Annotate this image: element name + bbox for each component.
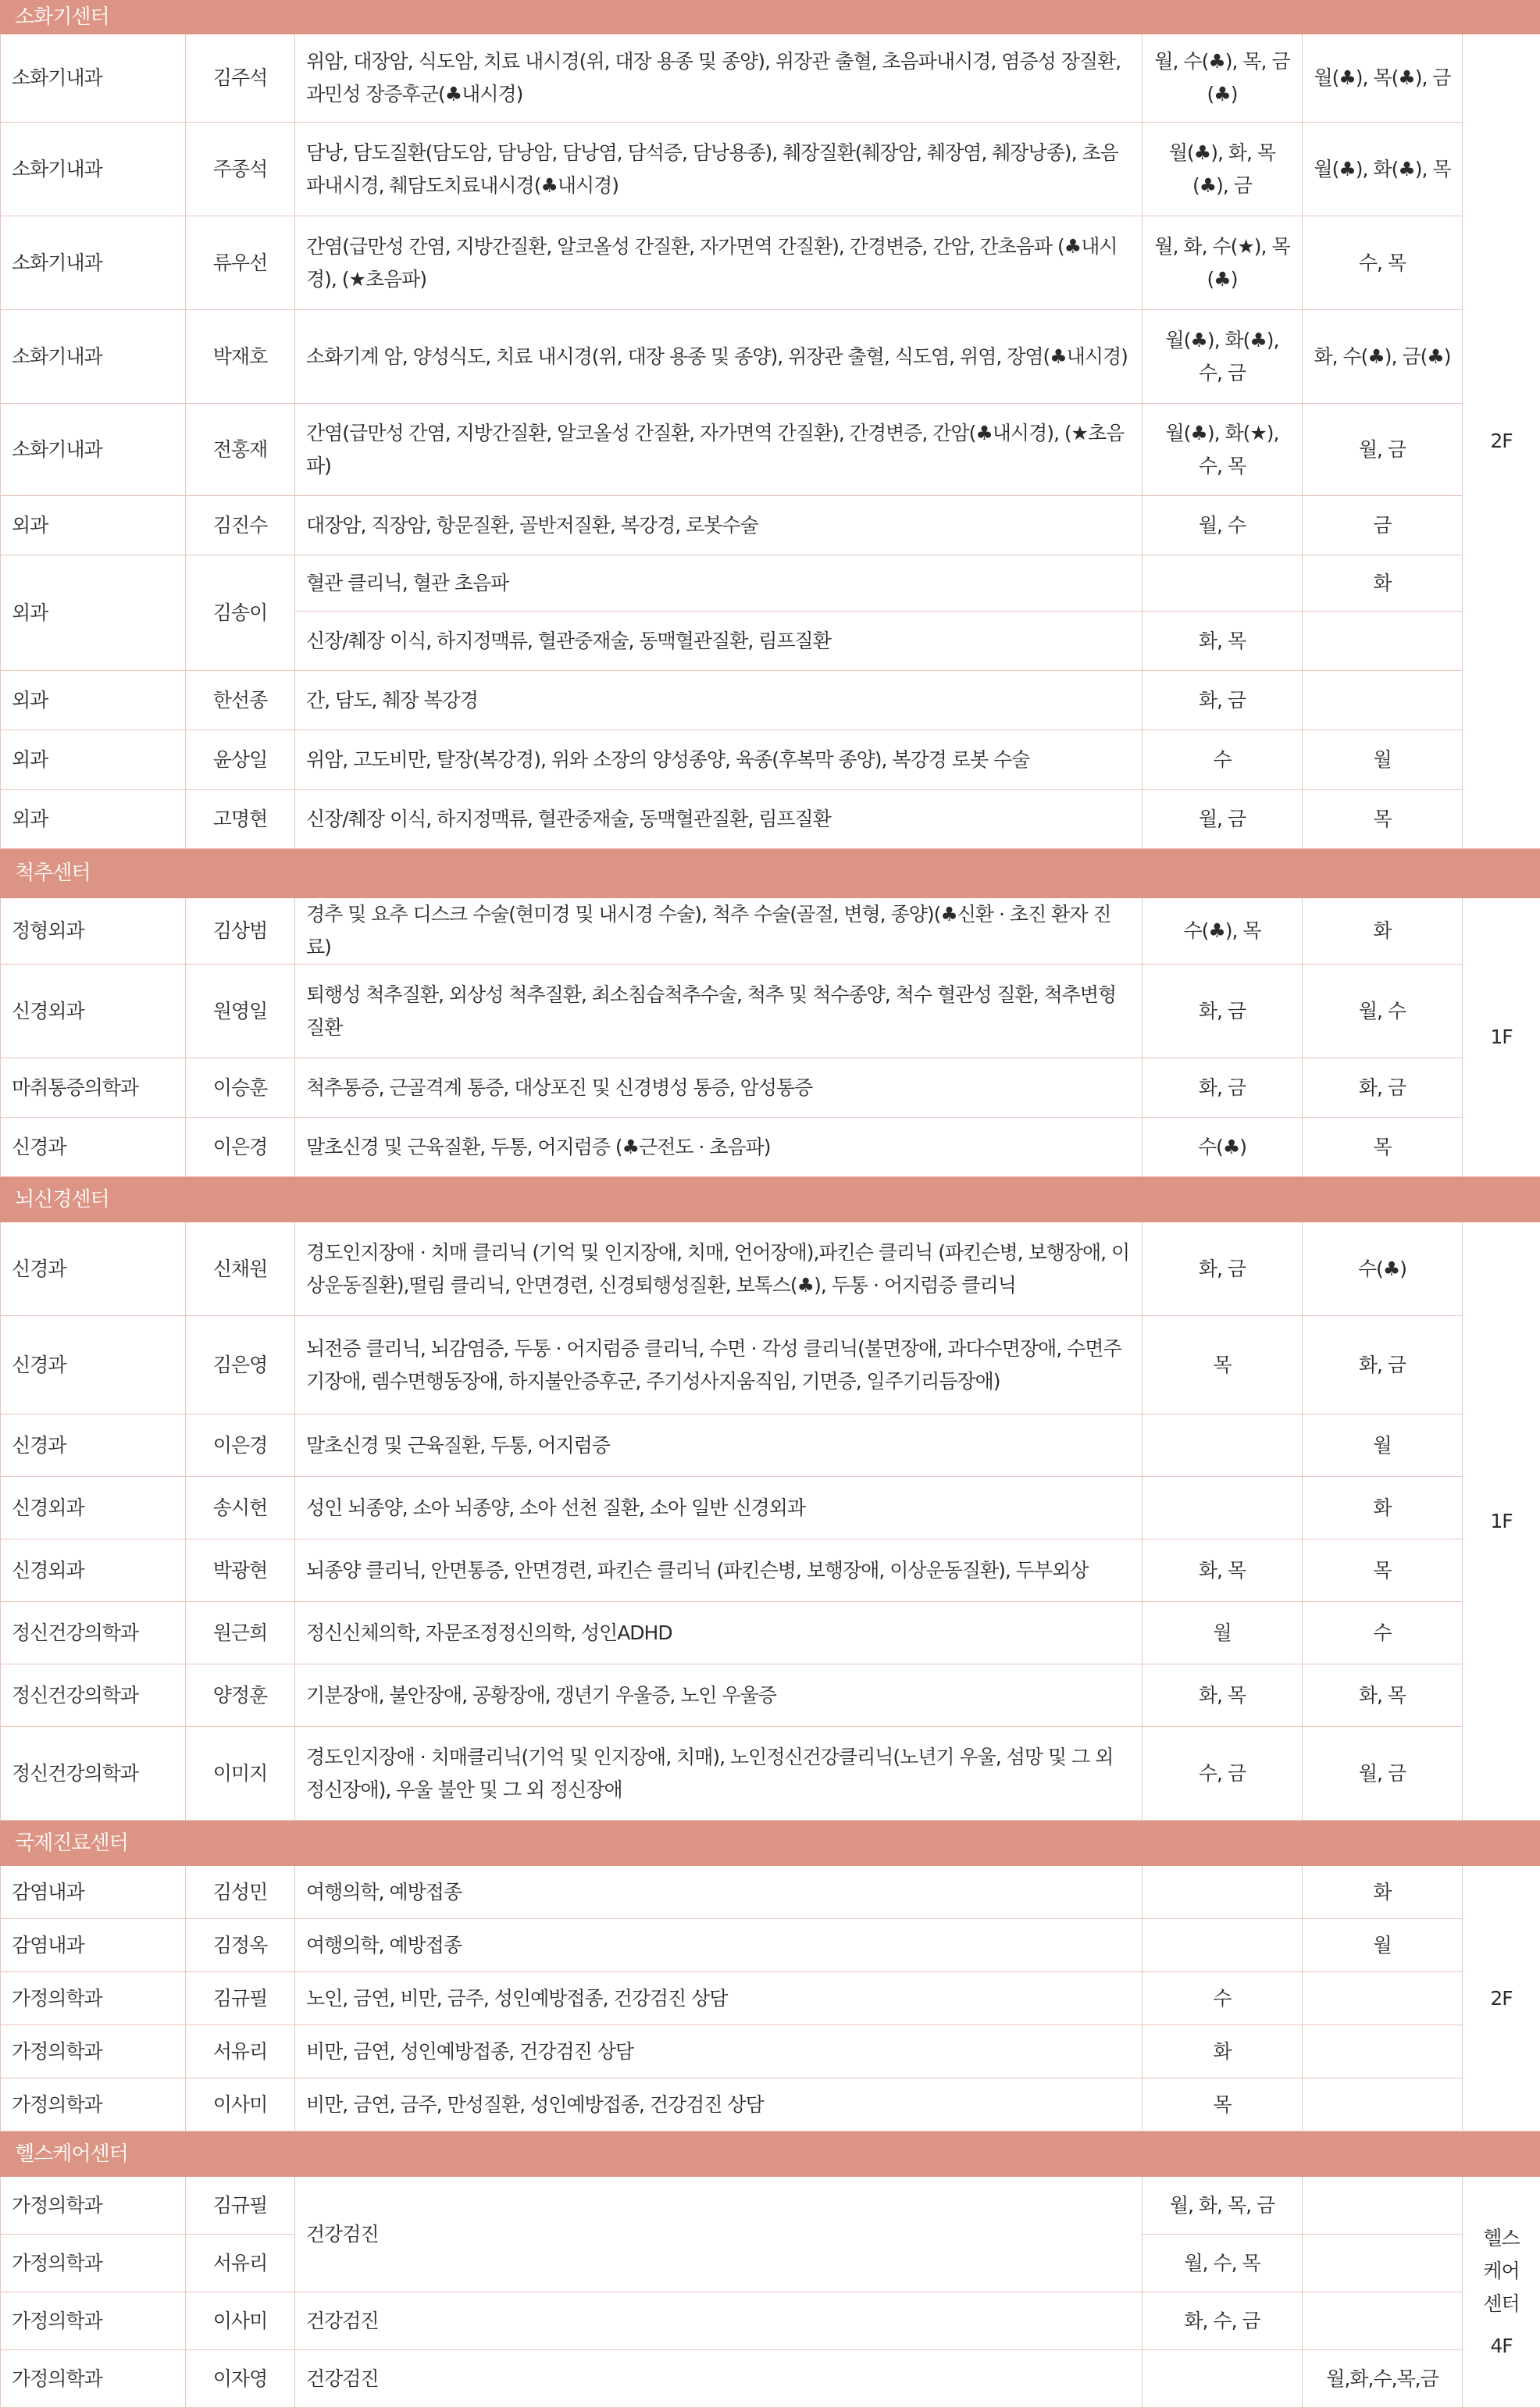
department-cell: 외과 — [1, 730, 186, 790]
doctor-name-cell: 한선종 — [186, 671, 295, 730]
clinic-days-am-cell — [1143, 1477, 1303, 1539]
table-row — [1, 2177, 1540, 2235]
specialty-cell: 말초신경 및 근육질환, 두통, 어지럼증 (♣근전도 · 초음파) — [295, 1118, 1143, 1177]
specialty-cell: 척추통증, 근골격계 통증, 대상포진 및 신경병성 통증, 암성통증 — [295, 1058, 1143, 1118]
table-row — [1, 1727, 1540, 1821]
table-row — [1, 1222, 1540, 1316]
table-row — [1, 730, 1540, 790]
table-row — [1, 555, 1540, 612]
table-row — [1, 2292, 1540, 2350]
specialty-cell: 혈관 클리닉, 혈관 초음파 — [295, 555, 1143, 612]
clinic-days-pm-cell: 화, 수(♣), 금(♣) — [1303, 310, 1463, 404]
clinic-days-pm-cell: 월 — [1303, 1414, 1463, 1477]
table-row — [1, 1972, 1540, 2025]
schedule-body — [1, 1, 1540, 2408]
clinic-days-am-cell: 월, 화, 수(★), 목(♣) — [1143, 216, 1303, 310]
clinic-days-pm-cell: 월, 금 — [1303, 404, 1463, 496]
clinic-days-am-cell: 화, 목 — [1143, 612, 1303, 671]
specialty-cell: 기분장애, 불안장애, 공황장애, 갱년기 우울증, 노인 우울증 — [295, 1664, 1143, 1727]
clinic-days-pm-cell: 목 — [1303, 1539, 1463, 1602]
floor-line: 헬스 — [1474, 2222, 1529, 2255]
section-title: 헬스케어센터 — [1, 2132, 1540, 2177]
clinic-days-pm-cell: 월, 금 — [1303, 1727, 1463, 1821]
doctor-name-cell: 이미지 — [186, 1727, 295, 1821]
floor-cell — [1463, 2177, 1540, 2408]
specialty-cell: 여행의학, 예방접종 — [295, 1919, 1143, 1972]
doctor-name-cell: 김은영 — [186, 1316, 295, 1414]
clinic-days-pm-cell: 화 — [1303, 898, 1463, 965]
clinic-days-pm-cell: 화, 목 — [1303, 1664, 1463, 1727]
doctor-name-cell: 신채원 — [186, 1222, 295, 1316]
clinic-days-am-cell: 화, 금 — [1143, 1058, 1303, 1118]
clinic-days-am-cell — [1143, 1919, 1303, 1972]
specialty-cell: 건강검진 — [295, 2350, 1143, 2408]
department-cell: 가정의학과 — [1, 2235, 186, 2292]
specialty-cell: 뇌종양 클리닉, 안면통증, 안면경련, 파킨슨 클리닉 (파킨슨병, 보행장애, 이상운동질환), 두부외상 — [295, 1539, 1143, 1602]
clinic-days-pm-cell: 수(♣) — [1303, 1222, 1463, 1316]
department-cell: 신경과 — [1, 1414, 186, 1477]
specialty-cell: 노인, 금연, 비만, 금주, 성인예방접종, 건강검진 상담 — [295, 1972, 1143, 2025]
doctor-name-cell: 주종석 — [186, 123, 295, 216]
table-row — [1, 34, 1540, 123]
department-cell: 외과 — [1, 671, 186, 730]
clinic-days-am-cell: 수(♣), 목 — [1143, 898, 1303, 965]
table-row — [1, 404, 1540, 496]
department-cell: 소화기내과 — [1, 123, 186, 216]
specialty-cell: 비만, 금연, 금주, 만성질환, 성인예방접종, 건강검진 상담 — [295, 2078, 1143, 2132]
specialty-cell: 소화기계 암, 양성식도, 치료 내시경(위, 대장 용종 및 종양), 위장관 출혈, 식도염, 위염, 장염(♣내시경) — [295, 310, 1143, 404]
department-cell: 신경과 — [1, 1118, 186, 1177]
department-cell: 외과 — [1, 555, 186, 671]
table-row — [1, 216, 1540, 310]
clinic-days-am-cell: 월, 화, 목, 금 — [1143, 2177, 1303, 2235]
clinic-days-am-cell: 월, 금 — [1143, 790, 1303, 849]
doctor-name-cell: 양정훈 — [186, 1664, 295, 1727]
clinic-days-am-cell: 화, 금 — [1143, 1222, 1303, 1316]
clinic-days-am-cell: 목 — [1143, 2078, 1303, 2132]
department-cell: 외과 — [1, 496, 186, 555]
clinic-days-pm-cell: 화 — [1303, 1477, 1463, 1539]
clinic-days-am-cell: 수 — [1143, 730, 1303, 790]
clinic-days-am-cell: 수, 금 — [1143, 1727, 1303, 1821]
clinic-days-am-cell: 화, 금 — [1143, 965, 1303, 1058]
floor-line: 케어 — [1474, 2255, 1529, 2288]
department-cell: 가정의학과 — [1, 2025, 186, 2078]
table-row — [1, 1866, 1540, 1919]
table-row — [1, 1058, 1540, 1118]
doctor-name-cell: 김규필 — [186, 1972, 295, 2025]
doctor-name-cell: 김규필 — [186, 2177, 295, 2235]
clinic-days-pm-cell: 수 — [1303, 1602, 1463, 1664]
specialty-cell: 성인 뇌종양, 소아 뇌종양, 소아 선천 질환, 소아 일반 신경외과 — [295, 1477, 1143, 1539]
clinic-days-pm-cell — [1303, 2177, 1463, 2235]
clinic-days-am-cell: 수 — [1143, 1972, 1303, 2025]
specialty-cell: 비만, 금연, 성인예방접종, 건강검진 상담 — [295, 2025, 1143, 2078]
clinic-days-am-cell — [1143, 1414, 1303, 1477]
department-cell: 가정의학과 — [1, 2350, 186, 2408]
floor-cell: 1F — [1463, 898, 1540, 1177]
doctor-name-cell: 김성민 — [186, 1866, 295, 1919]
department-cell: 정형외과 — [1, 898, 186, 965]
department-cell: 정신건강의학과 — [1, 1664, 186, 1727]
clinic-days-am-cell: 월(♣), 화(♣), 수, 금 — [1143, 310, 1303, 404]
section-header — [1, 2132, 1540, 2177]
specialty-cell: 정신신체의학, 자문조정정신의학, 성인ADHD — [295, 1602, 1143, 1664]
specialty-cell: 뇌전증 클리닉, 뇌감염증, 두통 · 어지럼증 클리닉, 수면 · 각성 클리닉(불면장애, 과다수면장애, 수면주기장애, 렘수면행동장애, 하지불안증후군, 주기성사지움직임, 기면증, 일주기리듬장애) — [295, 1316, 1143, 1414]
clinic-days-pm-cell — [1303, 1972, 1463, 2025]
clinic-days-am-cell: 월(♣), 화(★), 수, 목 — [1143, 404, 1303, 496]
table-row — [1, 1539, 1540, 1602]
doctor-name-cell: 원근희 — [186, 1602, 295, 1664]
doctor-name-cell: 이은경 — [186, 1414, 295, 1477]
table-row — [1, 671, 1540, 730]
specialty-cell: 담낭, 담도질환(담도암, 담낭암, 담낭염, 담석증, 담낭용종), 췌장질환(췌장암, 췌장염, 췌장낭종), 초음파내시경, 췌담도치료내시경(♣내시경) — [295, 123, 1143, 216]
department-cell: 소화기내과 — [1, 216, 186, 310]
department-cell: 소화기내과 — [1, 404, 186, 496]
clinic-days-am-cell: 월 — [1143, 1602, 1303, 1664]
specialty-cell: 대장암, 직장암, 항문질환, 골반저질환, 복강경, 로봇수술 — [295, 496, 1143, 555]
clinic-days-am-cell: 월, 수, 목 — [1143, 2235, 1303, 2292]
clinic-days-pm-cell — [1303, 2025, 1463, 2078]
clinic-days-pm-cell — [1303, 612, 1463, 671]
table-row — [1, 1414, 1540, 1477]
doctor-name-cell: 전홍재 — [186, 404, 295, 496]
table-row — [1, 2025, 1540, 2078]
doctor-name-cell: 김정옥 — [186, 1919, 295, 1972]
specialty-cell: 신장/췌장 이식, 하지정맥류, 혈관중재술, 동맥혈관질환, 림프질환 — [295, 612, 1143, 671]
clinic-days-am-cell — [1143, 1866, 1303, 1919]
department-cell: 정신건강의학과 — [1, 1602, 186, 1664]
floor-line: 센터 — [1474, 2288, 1529, 2321]
clinic-days-am-cell: 화 — [1143, 2025, 1303, 2078]
doctor-name-cell: 이은경 — [186, 1118, 295, 1177]
clinic-days-pm-cell: 월,화,수,목,금 — [1303, 2350, 1463, 2408]
clinic-days-am-cell: 월(♣), 화, 목(♣), 금 — [1143, 123, 1303, 216]
clinic-days-pm-cell: 월 — [1303, 1919, 1463, 1972]
clinic-days-am-cell: 월, 수(♣), 목, 금(♣) — [1143, 34, 1303, 123]
table-row — [1, 123, 1540, 216]
clinic-days-am-cell: 수(♣) — [1143, 1118, 1303, 1177]
clinic-days-pm-cell: 화, 금 — [1303, 1316, 1463, 1414]
clinic-days-pm-cell: 월(♣), 화(♣), 목 — [1303, 123, 1463, 216]
department-cell: 가정의학과 — [1, 2177, 186, 2235]
section-header — [1, 849, 1540, 898]
clinic-days-am-cell: 목 — [1143, 1316, 1303, 1414]
specialty-cell: 간염(급만성 간염, 지방간질환, 알코올성 간질환, 자가면역 간질환), 간경변증, 간암(♣내시경), (★초음파) — [295, 404, 1143, 496]
doctor-name-cell: 윤상일 — [186, 730, 295, 790]
department-cell: 신경외과 — [1, 1539, 186, 1602]
clinic-days-pm-cell: 월, 수 — [1303, 965, 1463, 1058]
section-title: 국제진료센터 — [1, 1821, 1540, 1866]
clinic-days-pm-cell: 목 — [1303, 1118, 1463, 1177]
floor-cell: 2F — [1463, 34, 1540, 849]
doctor-name-cell: 김상범 — [186, 898, 295, 965]
table-row — [1, 898, 1540, 965]
clinic-days-am-cell: 화, 수, 금 — [1143, 2292, 1303, 2350]
clinic-days-am-cell: 월, 수 — [1143, 496, 1303, 555]
clinic-days-pm-cell: 금 — [1303, 496, 1463, 555]
doctor-name-cell: 이승훈 — [186, 1058, 295, 1118]
doctor-name-cell: 김송이 — [186, 555, 295, 671]
table-row — [1, 790, 1540, 849]
section-header — [1, 1177, 1540, 1222]
doctor-name-cell: 서유리 — [186, 2025, 295, 2078]
table-row — [1, 1919, 1540, 1972]
specialty-cell: 말초신경 및 근육질환, 두통, 어지럼증 — [295, 1414, 1143, 1477]
department-cell: 감염내과 — [1, 1866, 186, 1919]
specialty-cell: 신장/췌장 이식, 하지정맥류, 혈관중재술, 동맥혈관질환, 림프질환 — [295, 790, 1143, 849]
section-header — [1, 1821, 1540, 1866]
doctor-name-cell: 박재호 — [186, 310, 295, 404]
clinic-days-pm-cell — [1303, 671, 1463, 730]
specialty-cell: 간염(급만성 간염, 지방간질환, 알코올성 간질환, 자가면역 간질환), 간경변증, 간암, 간초음파 (♣내시경), (★초음파) — [295, 216, 1143, 310]
specialty-cell: 건강검진 — [295, 2292, 1143, 2350]
clinic-days-pm-cell: 월(♣), 목(♣), 금 — [1303, 34, 1463, 123]
clinic-days-am-cell: 화, 목 — [1143, 1664, 1303, 1727]
table-row — [1, 1118, 1540, 1177]
clinic-days-am-cell: 화, 금 — [1143, 671, 1303, 730]
doctor-name-cell: 류우선 — [186, 216, 295, 310]
specialty-cell: 경도인지장애 · 치매클리닉(기억 및 인지장애, 치매), 노인정신건강클리닉(노년기 우울, 섬망 및 그 외 정신장애), 우울 불안 및 그 외 정신장애 — [295, 1727, 1143, 1821]
table-row — [1, 1477, 1540, 1539]
doctor-name-cell: 송시헌 — [186, 1477, 295, 1539]
department-cell: 신경외과 — [1, 1477, 186, 1539]
specialty-cell: 퇴행성 척추질환, 외상성 척추질환, 최소침습척추수술, 척추 및 척수종양, 척수 혈관성 질환, 척추변형질환 — [295, 965, 1143, 1058]
specialty-cell: 위암, 대장암, 식도암, 치료 내시경(위, 대장 용종 및 종양), 위장관 출혈, 초음파내시경, 염증성 장질환, 과민성 장증후군(♣내시경) — [295, 34, 1143, 123]
table-row — [1, 2350, 1540, 2408]
department-cell: 소화기내과 — [1, 34, 186, 123]
table-row — [1, 496, 1540, 555]
floor-cell: 2F — [1463, 1866, 1540, 2132]
table-row — [1, 2078, 1540, 2132]
specialty-cell: 여행의학, 예방접종 — [295, 1866, 1143, 1919]
clinic-days-pm-cell: 화 — [1303, 1866, 1463, 1919]
department-cell: 가정의학과 — [1, 2078, 186, 2132]
specialty-cell: 간, 담도, 췌장 복강경 — [295, 671, 1143, 730]
specialty-cell: 경추 및 요추 디스크 수술(현미경 및 내시경 수술), 척추 수술(골절, 변형, 종양)(♣신환 · 초진 환자 진료) — [295, 898, 1143, 965]
doctor-name-cell: 이사미 — [186, 2292, 295, 2350]
clinic-days-pm-cell: 화 — [1303, 555, 1463, 612]
doctor-name-cell: 이자영 — [186, 2350, 295, 2408]
clinic-days-pm-cell: 화, 금 — [1303, 1058, 1463, 1118]
clinic-days-pm-cell: 수, 목 — [1303, 216, 1463, 310]
clinic-days-am-cell: 화, 목 — [1143, 1539, 1303, 1602]
department-cell: 정신건강의학과 — [1, 1727, 186, 1821]
clinic-days-pm-cell — [1303, 2292, 1463, 2350]
section-header — [1, 1, 1540, 34]
section-title: 뇌신경센터 — [1, 1177, 1540, 1222]
department-cell: 감염내과 — [1, 1919, 186, 1972]
clinic-days-pm-cell: 목 — [1303, 790, 1463, 849]
department-cell: 신경과 — [1, 1222, 186, 1316]
specialty-cell: 경도인지장애 · 치매 클리닉 (기억 및 인지장애, 치매, 언어장애),파킨슨 클리닉 (파킨슨병, 보행장애, 이상운동질환),떨림 클리닉, 안면경련, 신경퇴행성질환, 보톡스(♣), 두통 · 어지럼증 클리닉 — [295, 1222, 1143, 1316]
clinic-days-am-cell — [1143, 2350, 1303, 2408]
section-title: 소화기센터 — [1, 1, 1540, 34]
clinic-days-pm-cell — [1303, 2078, 1463, 2132]
doctor-name-cell: 박광현 — [186, 1539, 295, 1602]
table-row — [1, 1664, 1540, 1727]
clinic-days-pm-cell — [1303, 2235, 1463, 2292]
doctor-name-cell: 이사미 — [186, 2078, 295, 2132]
clinic-days-pm-cell: 월 — [1303, 730, 1463, 790]
department-cell: 신경외과 — [1, 965, 186, 1058]
clinic-days-am-cell — [1143, 555, 1303, 612]
department-cell: 소화기내과 — [1, 310, 186, 404]
doctor-name-cell: 김주석 — [186, 34, 295, 123]
doctor-name-cell: 서유리 — [186, 2235, 295, 2292]
department-cell: 가정의학과 — [1, 2292, 186, 2350]
floor-cell: 1F — [1463, 1222, 1540, 1821]
department-cell: 가정의학과 — [1, 1972, 186, 2025]
floor-line: 4F — [1474, 2330, 1529, 2363]
doctor-name-cell: 원영일 — [186, 965, 295, 1058]
doctor-name-cell: 김진수 — [186, 496, 295, 555]
section-title: 척추센터 — [1, 849, 1540, 898]
table-row — [1, 965, 1540, 1058]
department-cell: 마취통증의학과 — [1, 1058, 186, 1118]
table-row — [1, 1316, 1540, 1414]
department-cell: 신경과 — [1, 1316, 186, 1414]
department-cell: 외과 — [1, 790, 186, 849]
specialty-cell: 위암, 고도비만, 탈장(복강경), 위와 소장의 양성종양, 육종(후복막 종양), 복강경 로봇 수술 — [295, 730, 1143, 790]
doctor-name-cell: 고명현 — [186, 790, 295, 849]
table-row — [1, 1602, 1540, 1664]
specialty-cell: 건강검진 — [295, 2177, 1143, 2292]
table-row — [1, 310, 1540, 404]
